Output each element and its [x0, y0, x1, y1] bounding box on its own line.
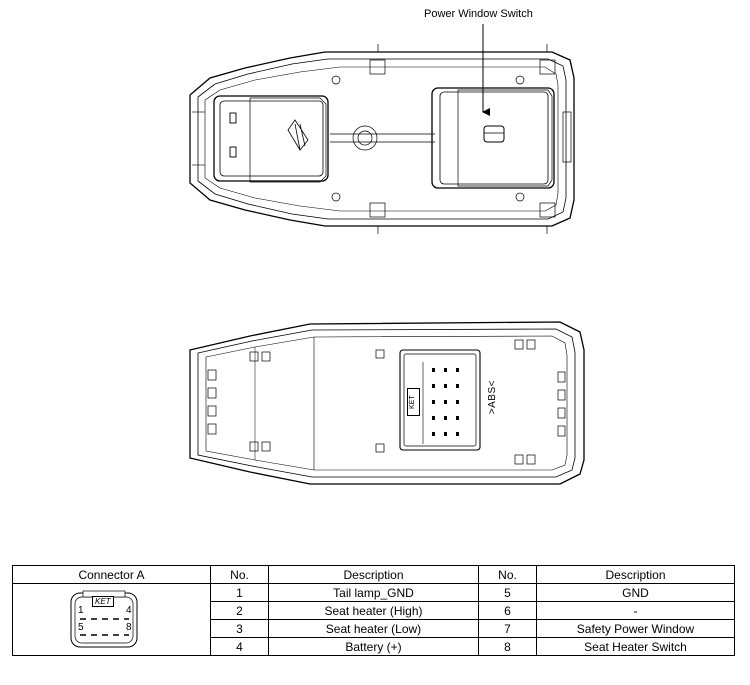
- header-connector: Connector A: [13, 566, 211, 584]
- pin-number: 8: [479, 638, 537, 656]
- bottom-ket-tag: KET: [407, 388, 420, 416]
- pin-number: 2: [211, 602, 269, 620]
- pin-description: Battery (+): [269, 638, 479, 656]
- pin-description: Seat heater (Low): [269, 620, 479, 638]
- pin-label: 8: [126, 622, 132, 633]
- table-row: [13, 584, 735, 602]
- seat-heater-button: [214, 96, 328, 182]
- power-window-switch-body: [432, 88, 571, 188]
- bottom-view-ribs: [208, 340, 565, 464]
- pin-label: 4: [126, 605, 132, 616]
- power-window-switch-label: Power Window Switch: [424, 8, 533, 20]
- pin-description: GND: [537, 584, 735, 602]
- pin-number: 1: [211, 584, 269, 602]
- bottom-view-housing: [190, 322, 584, 484]
- header-description: Description: [537, 566, 735, 584]
- pin-number: 7: [479, 620, 537, 638]
- table-header-row: [13, 566, 735, 584]
- pin-number: 5: [479, 584, 537, 602]
- header-description: Description: [269, 566, 479, 584]
- abs-marking: >ABS<: [487, 380, 498, 415]
- pin-description: Seat heater (High): [269, 602, 479, 620]
- header-no: No.: [211, 566, 269, 584]
- pin-number: 3: [211, 620, 269, 638]
- pin-description: Tail lamp_GND: [269, 584, 479, 602]
- center-bridge: [330, 44, 555, 234]
- pin-description: Safety Power Window: [537, 620, 735, 638]
- connector-ket-tag: KET: [92, 596, 114, 607]
- pin-label: 5: [78, 622, 84, 633]
- header-no: No.: [479, 566, 537, 584]
- pin-number: 6: [479, 602, 537, 620]
- connector-pin-table: [12, 565, 735, 656]
- pin-number: 4: [211, 638, 269, 656]
- connector-a-diagram: [13, 584, 211, 656]
- pin-description: Seat Heater Switch: [537, 638, 735, 656]
- pin-description: -: [537, 602, 735, 620]
- pin-label: 1: [78, 605, 84, 616]
